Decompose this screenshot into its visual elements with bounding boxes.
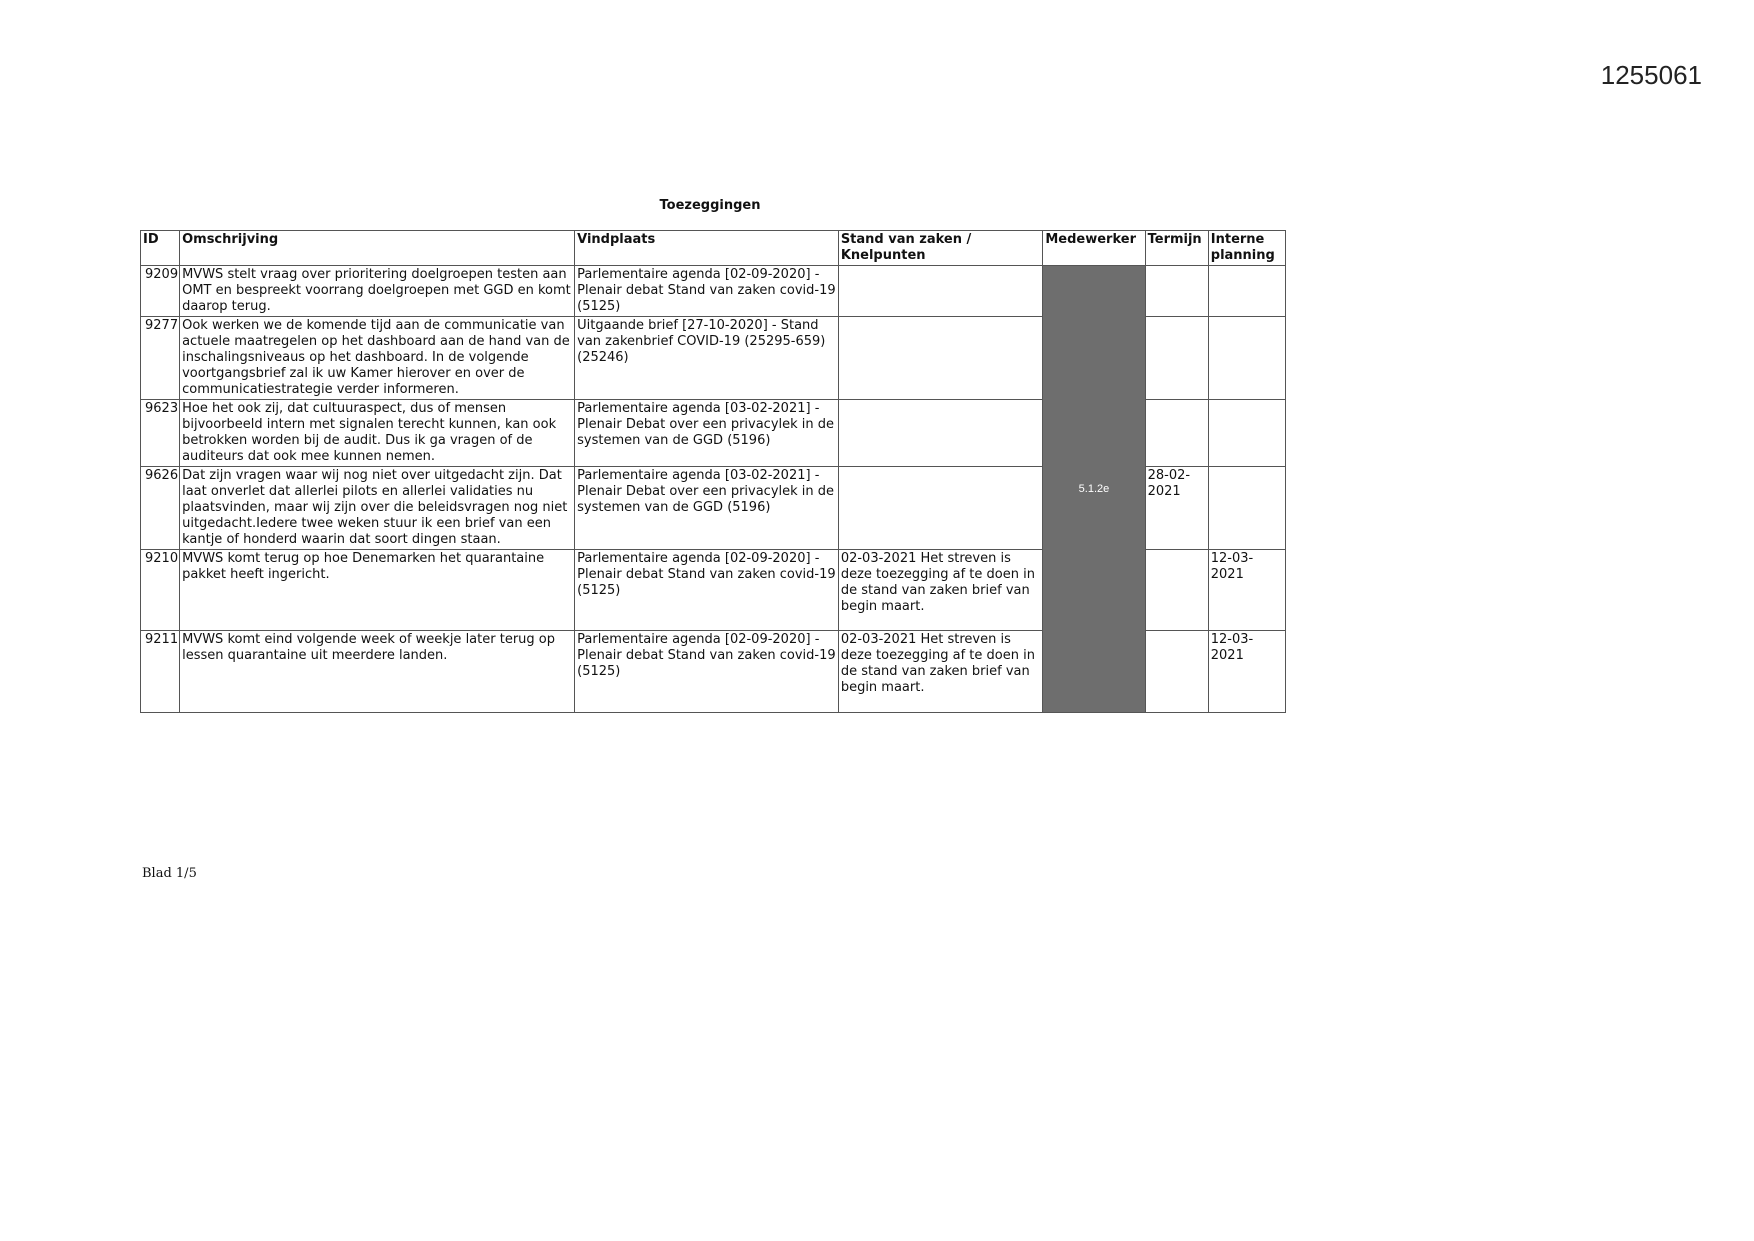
column-header-omschrijving: Omschrijving <box>180 231 575 266</box>
row-stand: 02-03-2021 Het streven is deze toezegging af te doen in de stand van zaken brief van begin maart. <box>838 631 1043 713</box>
row-id: 9623 <box>141 400 180 467</box>
row-termijn: 28-02-2021 <box>1145 467 1208 550</box>
page-footer: Blad 1/5 <box>142 866 197 881</box>
row-interne-planning <box>1208 317 1285 400</box>
row-id: 9626 <box>141 467 180 550</box>
row-omschrijving: MVWS stelt vraag over prioritering doelgroepen testen aan OMT en bespreekt voorrang doelgroepen met GGD en komt daarop terug. <box>180 266 575 317</box>
row-stand: 02-03-2021 Het streven is deze toezegging af te doen in de stand van zaken brief van begin maart. <box>838 550 1043 631</box>
row-omschrijving: MVWS komt terug op hoe Denemarken het quarantaine pakket heeft ingericht. <box>180 550 575 631</box>
row-vindplaats: Parlementaire agenda [02-09-2020] - Plenair debat Stand van zaken covid-19 (5125) <box>575 631 839 713</box>
table-row <box>141 266 1286 317</box>
row-vindplaats: Parlementaire agenda [03-02-2021] - Plenair Debat over een privacylek in de systemen van de GGD (5196) <box>575 467 839 550</box>
row-omschrijving: Ook werken we de komende tijd aan de communicatie van actuele maatregelen op het dashboard aan de hand van de inschalingsniveaus op het dashboard. In de volgende voortgangsbrief zal ik uw Kamer hierover en over de communicatiestrategie verder informeren. <box>180 317 575 400</box>
row-id: 9211 <box>141 631 180 713</box>
row-interne-planning <box>1208 400 1285 467</box>
redacted-medewerker: 5.1.2e <box>1043 266 1145 713</box>
row-interne-planning <box>1208 266 1285 317</box>
row-termijn <box>1145 266 1208 317</box>
row-interne-planning <box>1208 467 1285 550</box>
row-vindplaats: Parlementaire agenda [02-09-2020] - Plenair debat Stand van zaken covid-19 (5125) <box>575 266 839 317</box>
row-termijn <box>1145 550 1208 631</box>
row-omschrijving: Dat zijn vragen waar wij nog niet over uitgedacht zijn. Dat laat onverlet dat allerlei pilots en allerlei validaties nu plaatsvinden, maar wij zijn over die beleidsvragen nog niet uitgedacht.Iedere twee weken stuur ik een brief van een kantje of honderd waarin dat soort dingen staan. <box>180 467 575 550</box>
row-interne-planning: 12-03-2021 <box>1208 631 1285 713</box>
header-row <box>141 231 1286 266</box>
row-vindplaats: Parlementaire agenda [03-02-2021] - Plenair Debat over een privacylek in de systemen van de GGD (5196) <box>575 400 839 467</box>
column-header-vindplaats: Vindplaats <box>575 231 839 266</box>
column-header-termijn: Termijn <box>1145 231 1208 266</box>
row-id: 9210 <box>141 550 180 631</box>
row-id: 9277 <box>141 317 180 400</box>
column-header-id: ID <box>141 231 180 266</box>
row-termijn <box>1145 400 1208 467</box>
column-header-stand: Stand van zaken / Knelpunten <box>838 231 1043 266</box>
row-stand <box>838 400 1043 467</box>
row-id: 9209 <box>141 266 180 317</box>
sheet-title: Toezeggingen <box>659 198 761 213</box>
row-stand <box>838 467 1043 550</box>
toezeggingen-table <box>140 230 1286 713</box>
row-vindplaats: Parlementaire agenda [02-09-2020] - Plenair debat Stand van zaken covid-19 (5125) <box>575 550 839 631</box>
row-omschrijving: Hoe het ook zij, dat cultuuraspect, dus of mensen bijvoorbeeld intern met signalen terecht kunnen, kan ook betrokken worden bij de audit. Dus ik ga vragen of de auditeurs dat ook mee kunnen nemen. <box>180 400 575 467</box>
row-termijn <box>1145 631 1208 713</box>
document-number: 1255061 <box>1600 60 1702 90</box>
row-stand <box>838 317 1043 400</box>
row-interne-planning: 12-03-2021 <box>1208 550 1285 631</box>
column-header-medewerker: Medewerker <box>1043 231 1145 266</box>
column-header-interne-planning: Interne planning <box>1208 231 1285 266</box>
row-termijn <box>1145 317 1208 400</box>
row-omschrijving: MVWS komt eind volgende week of weekje later terug op lessen quarantaine uit meerdere landen. <box>180 631 575 713</box>
row-vindplaats: Uitgaande brief [27-10-2020] - Stand van zakenbrief COVID-19 (25295-659) (25246) <box>575 317 839 400</box>
row-stand <box>838 266 1043 317</box>
